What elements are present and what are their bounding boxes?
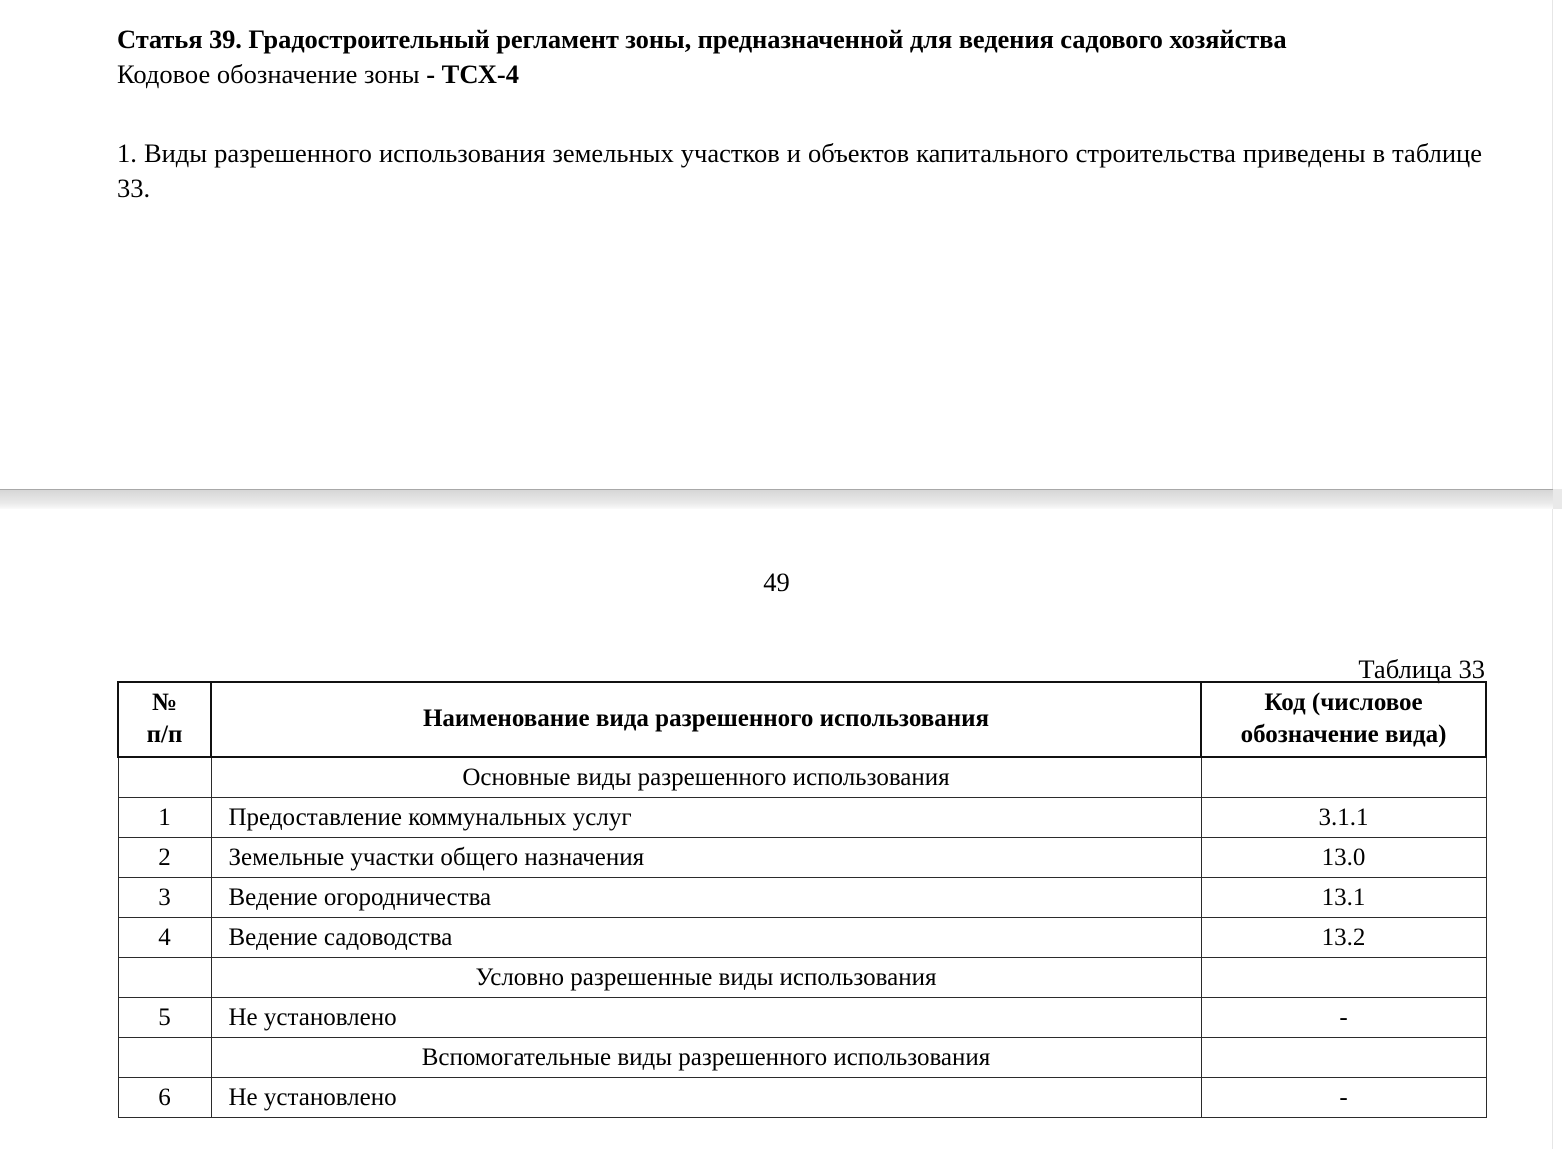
column-header-number-line2: п/п — [146, 720, 183, 748]
table-header — [118, 682, 1486, 757]
cell-code: - — [1201, 1078, 1486, 1118]
cell-number — [118, 1038, 211, 1078]
zone-code-label: Кодовое обозначение зоны — [117, 58, 427, 89]
table-row — [118, 798, 1486, 838]
table-section-row — [118, 757, 1486, 798]
page-separator-right-edge — [1553, 489, 1562, 509]
cell-code: 13.1 — [1201, 878, 1486, 918]
cell-section-title: Вспомогательные виды разрешенного использования — [211, 1038, 1201, 1078]
cell-use-name: Не установлено — [211, 998, 1201, 1038]
table-row — [118, 998, 1486, 1038]
table-header-row — [118, 682, 1486, 757]
cell-number: 6 — [118, 1078, 211, 1118]
cell-number: 4 — [118, 918, 211, 958]
document-page-upper — [0, 0, 1553, 489]
cell-number: 1 — [118, 798, 211, 838]
cell-use-name: Земельные участки общего назначения — [211, 838, 1201, 878]
cell-code — [1201, 958, 1486, 998]
cell-section-title: Основные виды разрешенного использования — [211, 757, 1201, 798]
cell-code: 13.2 — [1201, 918, 1486, 958]
table-caption: Таблица 33 — [1358, 654, 1485, 684]
table-row — [118, 918, 1486, 958]
cell-section-title: Условно разрешенные виды использования — [211, 958, 1201, 998]
zone-code-line — [117, 57, 1482, 92]
table-row — [118, 838, 1486, 878]
column-header-code-line1: Код (числовое — [1264, 689, 1423, 716]
table-section-row — [118, 958, 1486, 998]
document-page-lower — [0, 509, 1553, 1149]
cell-code: 3.1.1 — [1201, 798, 1486, 838]
cell-use-name: Ведение огородничества — [211, 878, 1201, 918]
cell-code — [1201, 1038, 1486, 1078]
cell-code: - — [1201, 998, 1486, 1038]
cell-number: 2 — [118, 838, 211, 878]
cell-use-name: Предоставление коммунальных услуг — [211, 798, 1201, 838]
zone-code-value: - ТСХ-4 — [426, 58, 520, 89]
page-one-text-block — [117, 22, 1482, 206]
table-row — [118, 878, 1486, 918]
cell-code: 13.0 — [1201, 838, 1486, 878]
cell-number — [118, 958, 211, 998]
column-header-name: Наименование вида разрешенного использования — [211, 682, 1201, 757]
cell-number: 5 — [118, 998, 211, 1038]
cell-code — [1201, 757, 1486, 798]
table-row — [118, 1078, 1486, 1118]
article-heading: Статья 39. Градостроительный регламент зоны, предназначенной для ведения садового хозяйства — [117, 24, 1287, 54]
article-paragraph-1: 1. Виды разрешенного использования земельных участков и объектов капитального строительства приведены в таблице 33. — [117, 137, 1482, 204]
cell-number — [118, 757, 211, 798]
column-header-code — [1201, 682, 1486, 757]
permitted-use-table — [117, 681, 1487, 1118]
column-header-code-line2: обозначение вида) — [1240, 720, 1447, 748]
column-header-number-line1: № — [151, 689, 178, 716]
page-number: 49 — [763, 567, 790, 597]
page-separator — [0, 489, 1562, 509]
cell-use-name: Не установлено — [211, 1078, 1201, 1118]
column-header-number — [118, 682, 211, 757]
table-body — [118, 757, 1486, 1118]
cell-use-name: Ведение садоводства — [211, 918, 1201, 958]
cell-number: 3 — [118, 878, 211, 918]
table-section-row — [118, 1038, 1486, 1078]
paragraph-spacer — [117, 92, 1482, 136]
